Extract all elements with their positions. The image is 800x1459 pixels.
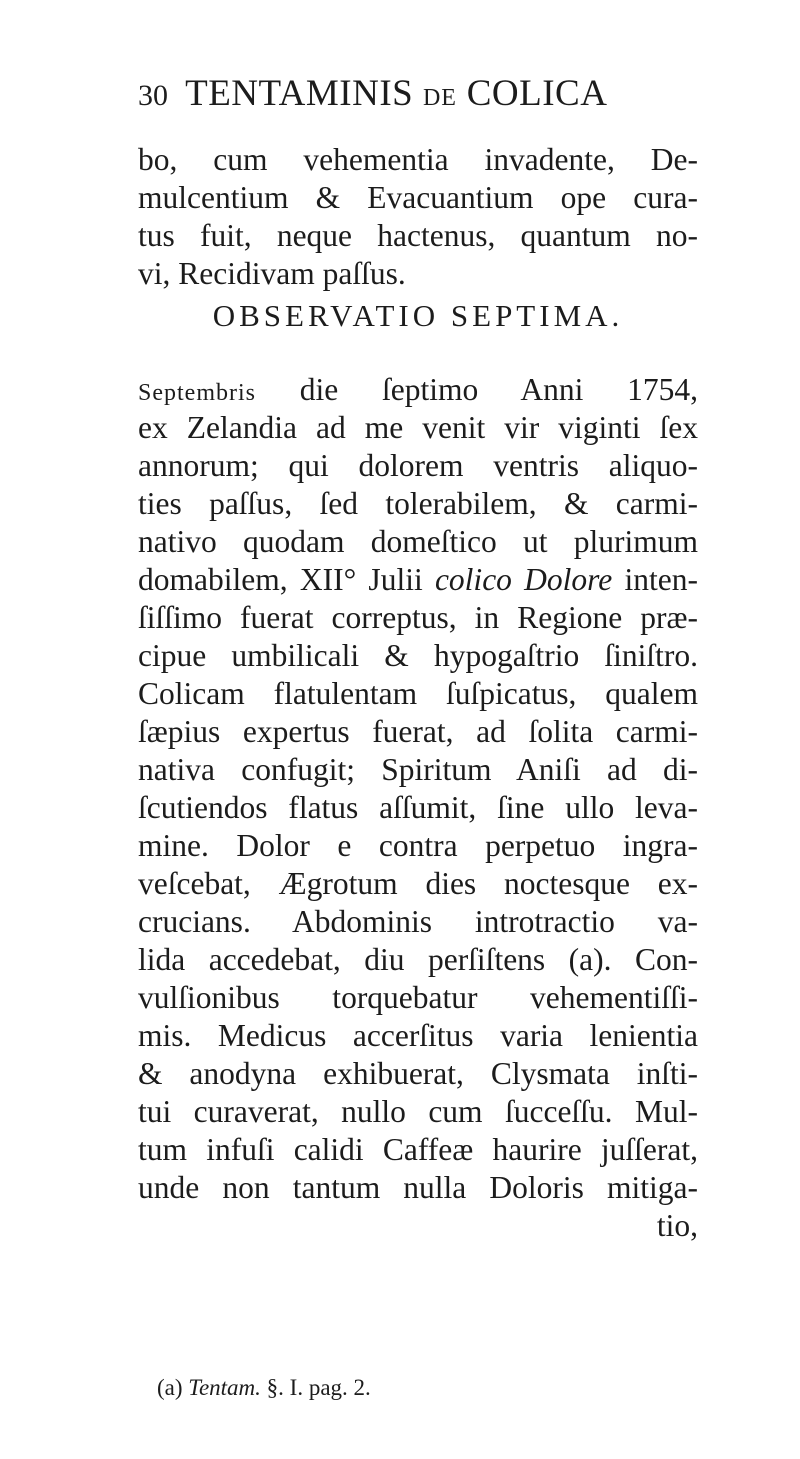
opening-word: Septembris — [138, 380, 256, 406]
text-line: mulcentium & Evacuantium ope cura- — [138, 180, 698, 215]
text-line: vulſionibus torquebatur vehementiſſi- — [138, 980, 698, 1015]
text-line: ſcutiendos flatus aſſumit, ſine ullo leva- — [138, 790, 698, 825]
italic-fragment: colico Dolore — [434, 562, 613, 597]
running-head-title-a: TENTAMINIS — [185, 73, 414, 114]
footnote-reference: §. I. pag. 2. — [266, 1375, 371, 1400]
text-line: veſcebat, Ægrotum dies noctesque ex- — [138, 866, 698, 901]
text-fragment: domabilem, XII° Julii — [138, 562, 435, 597]
text-fragment: die ſeptimo Anni 1754, — [256, 372, 698, 407]
text-line: cipue umbilicali & hypogaſtrio ſiniſtro. — [138, 638, 698, 673]
footnote-source: Tentam. — [188, 1375, 261, 1400]
text-line: lida accedebat, diu perſiſtens (a). Con- — [138, 942, 698, 977]
footnote-marker: (a) — [157, 1375, 183, 1400]
section-heading: OBSERVATIO SEPTIMA. — [212, 298, 624, 333]
text-line: ex Zelandia ad me venit vir viginti ſex — [138, 410, 698, 445]
text-line: crucians. Abdominis introtractio va- — [138, 904, 698, 939]
running-head-title-b: COLICA — [466, 73, 608, 114]
text-line — [138, 562, 698, 598]
catchword: tio, — [656, 1208, 698, 1243]
page-header — [138, 72, 698, 120]
text-line: tus fuit, neque hactenus, quantum no- — [138, 218, 698, 253]
text-line: nativa confugit; Spiritum Aniſi ad di- — [138, 752, 698, 787]
text-line: annorum; qui dolorem ventris aliquo- — [138, 448, 698, 483]
text-line: bo, cum vehementia invadente, De- — [138, 142, 698, 177]
text-line: ties paſſus, ſed tolerabilem, & carmi- — [138, 486, 698, 521]
page-number: 30 — [138, 79, 168, 112]
text-line — [138, 372, 698, 411]
text-line: nativo quodam domeſtico ut plurimum — [138, 524, 698, 559]
footnote — [157, 1375, 657, 1401]
text-line: ſæpius expertus fuerat, ad ſolita carmi- — [138, 714, 698, 749]
text-line: vi, Recidivam paſſus. — [138, 256, 406, 291]
text-fragment: inten- — [612, 562, 698, 597]
text-line: mine. Dolor e contra perpetuo ingra- — [138, 828, 698, 863]
text-line: tum infuſi calidi Caffeæ haurire juſſerat, — [138, 1132, 698, 1167]
running-head — [185, 72, 607, 115]
text-line: mis. Medicus accerſitus varia lenientia — [138, 1018, 698, 1053]
text-line: unde non tantum nulla Doloris mitiga- — [138, 1170, 698, 1205]
text-line: & anodyna exhibuerat, Clysmata inſti- — [138, 1056, 698, 1091]
text-line: Colicam flatulentam ſuſpicatus, qualem — [138, 676, 698, 711]
text-line: tui curaverat, nullo cum ſucceſſu. Mul- — [138, 1094, 698, 1129]
running-head-de: DE — [422, 85, 457, 111]
text-line: ſiſſimo fuerat correptus, in Regione præ- — [138, 600, 698, 635]
